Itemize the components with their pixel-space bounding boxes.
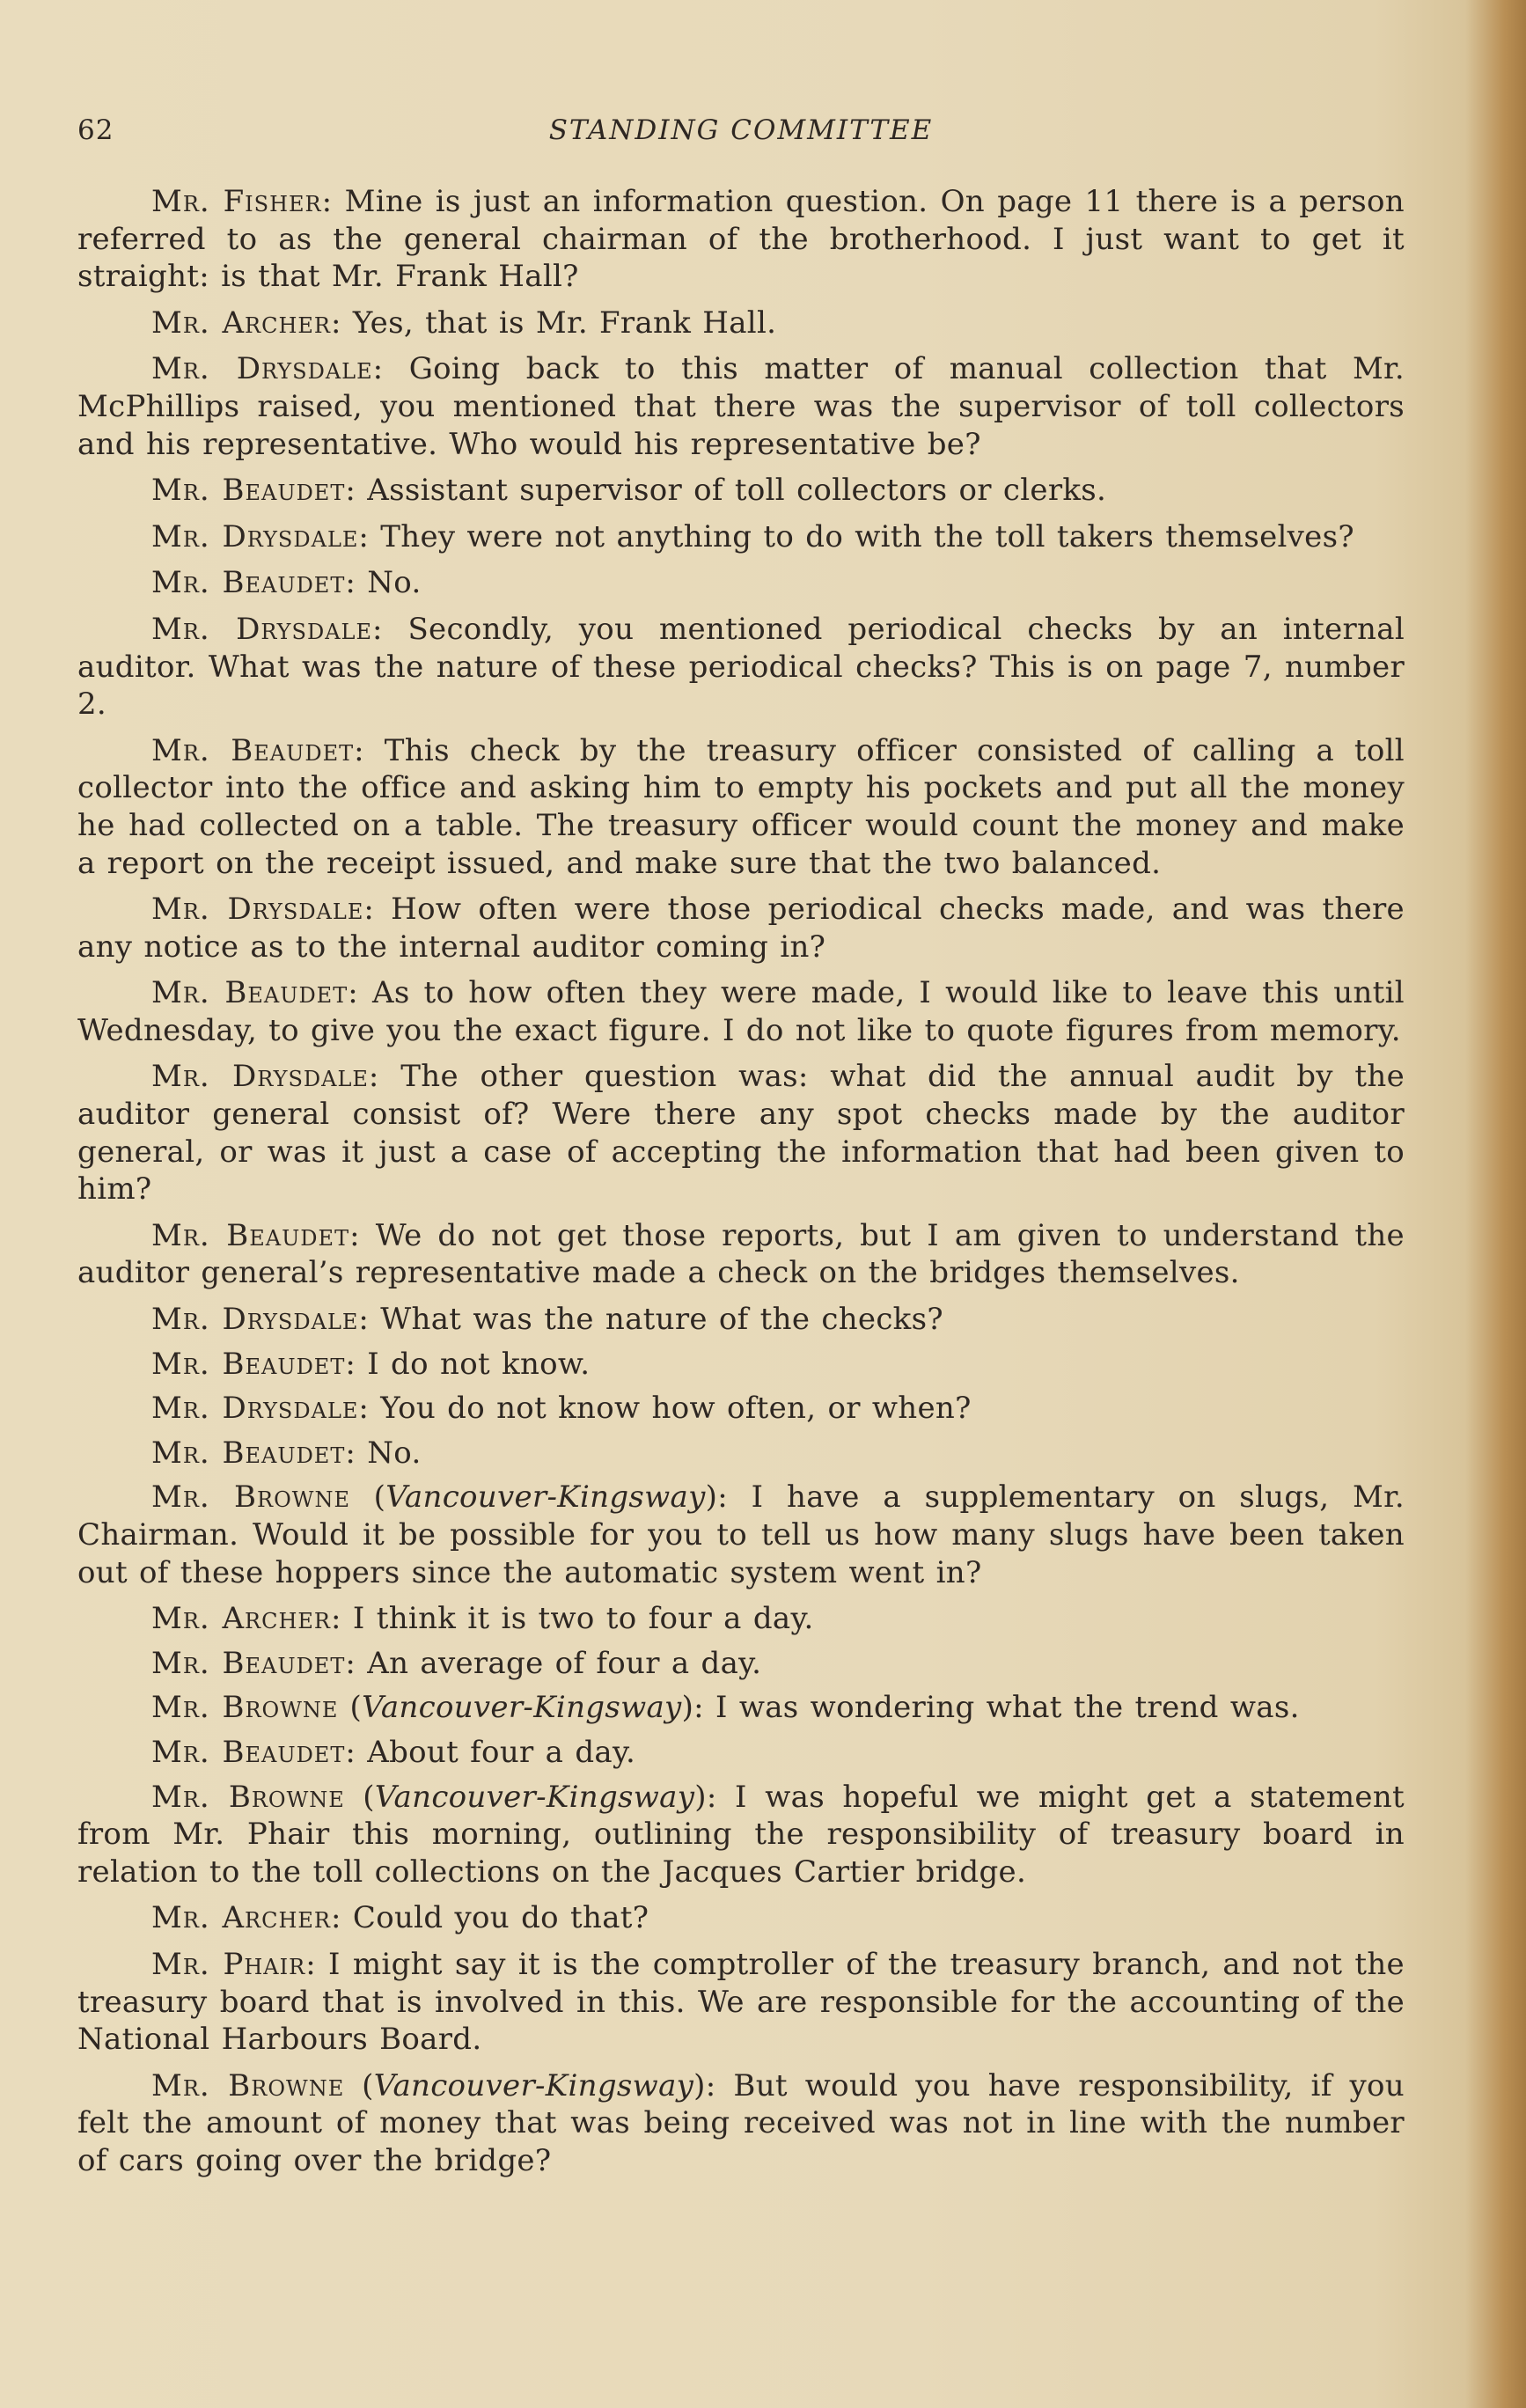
speaker-name: Mr. Browne: [151, 1479, 350, 1516]
speaker-name: Mr. Beaudet: [151, 1645, 346, 1681]
paragraph-text: No.: [367, 565, 422, 601]
paragraph-text: What was the nature of the checks?: [380, 1302, 943, 1338]
speaker-name: Mr. Drysdale: [151, 1391, 359, 1427]
paragraph-text: Could you do that?: [352, 1900, 649, 1936]
speaker-name: Mr. Browne: [151, 1690, 339, 1726]
transcript-paragraph: Mr. Browne (Vancouver-Kingsway): I was hopeful we might get a statement from Mr. Phair this morning, outlining the responsibility of treasury board in relation to the toll collections on the Jacques Cartier bridge.: [77, 1779, 1405, 1890]
transcript-paragraph: Mr. Drysdale: The other question was: what did the annual audit by the auditor general consist of? Were there any spot checks made by the auditor general, or was it just a case of accepting the information that had been given to him?: [77, 1059, 1405, 1208]
transcript-body: [77, 183, 1405, 2189]
transcript-paragraph: Mr. Beaudet: Assistant supervisor of toll collectors or clerks.: [151, 473, 1107, 509]
paragraph-text: Going back to this matter of manual collection that Mr. McPhillips raised, you mentioned that there was the supervisor of toll collectors and his representative. Who would his representative be?: [77, 351, 1405, 462]
riding-name: Vancouver-Kingsway: [385, 1479, 706, 1516]
speaker-name: Mr. Fisher: [151, 184, 322, 219]
speaker-name: Mr. Drysdale: [151, 1059, 369, 1095]
speaker-name: Mr. Beaudet: [151, 1346, 346, 1382]
transcript-paragraph: Mr. Beaudet: As to how often they were made, I would like to leave this until Wednesday, to give you the exact figure. I do not like to quote figures from memory.: [77, 975, 1405, 1048]
speaker-name: Mr. Drysdale: [151, 1302, 359, 1338]
transcript-paragraph: Mr. Archer: Yes, that is Mr. Frank Hall.: [151, 305, 777, 341]
paragraph-text: Mine is just an information question. On page 11 there is a person referred to as the general chairman of the brotherhood. I just want to get it straight: is that Mr. Frank Hall?: [77, 184, 1405, 295]
paragraph-text: I think it is two to four a day.: [352, 1601, 814, 1637]
riding-name: Vancouver-Kingsway: [362, 1690, 682, 1726]
speaker-name: Mr. Beaudet: [151, 975, 348, 1011]
transcript-paragraph: Mr. Archer: Could you do that?: [151, 1900, 649, 1936]
riding-name: Vancouver-Kingsway: [374, 1779, 695, 1815]
paragraph-text: About four a day.: [367, 1734, 636, 1770]
speaker-name: Mr. Archer: [151, 1900, 332, 1936]
paragraph-text: We do not get those reports, but I am given to understand the auditor general’s representative made a check on the bridges themselves.: [77, 1217, 1405, 1291]
page-number: 62: [77, 114, 114, 146]
speaker-name: Mr. Drysdale: [151, 518, 359, 554]
paragraph-text: The other question was: what did the annual audit by the auditor general consist of? Were there any spot checks made by the auditor general, or was it just a case of accepting the information that had been given to him?: [77, 1059, 1405, 1208]
speaker-name: Mr. Archer: [151, 1601, 332, 1637]
transcript-paragraph: Mr. Archer: I think it is two to four a day.: [151, 1601, 814, 1637]
transcript-paragraph: Mr. Beaudet: This check by the treasury officer consisted of calling a toll collector into the office and asking him to empty his pockets and put all the money he had collected on a table. The treasury officer would count the money and make a report on the receipt issued, and make sure that the two balanced.: [77, 732, 1405, 881]
transcript-paragraph: Mr. Drysdale: You do not know how often, or when?: [151, 1391, 972, 1427]
paragraph-text: I might say it is the comptroller of the treasury branch, and not the treasury board that is involved in this. We are responsible for the accounting of the National Harbours Board.: [77, 1946, 1405, 2058]
paragraph-text: They were not anything to do with the toll takers themselves?: [380, 518, 1354, 554]
speaker-name: Mr. Beaudet: [151, 1435, 346, 1471]
paragraph-text: I have a supplementary on slugs, Mr. Chairman. Would it be possible for you to tell us how many slugs have been taken out of these hoppers since the automatic system went in?: [77, 1479, 1405, 1590]
transcript-paragraph: Mr. Beaudet: An average of four a day.: [151, 1645, 762, 1681]
speaker-name: Mr. Drysdale: [151, 892, 364, 928]
speaker-name: Mr. Archer: [151, 305, 332, 341]
speaker-name: Mr. Browne: [151, 2067, 345, 2103]
speaker-name: Mr. Drysdale: [151, 611, 372, 647]
speaker-name: Mr. Beaudet: [151, 1217, 350, 1253]
paragraph-text: As to how often they were made, I would like to leave this until Wednesday, to give you the exact figure. I do not like to quote figures from memory.: [77, 975, 1405, 1048]
transcript-paragraph: Mr. Beaudet: No.: [151, 565, 422, 601]
speaker-name: Mr. Beaudet: [151, 1734, 346, 1770]
transcript-paragraph: Mr. Browne (Vancouver-Kingsway): I have a supplementary on slugs, Mr. Chairman. Would it be possible for you to tell us how many slugs have been taken out of these hoppers since the automatic system went in?: [77, 1479, 1405, 1590]
paragraph-text: I was hopeful we might get a statement from Mr. Phair this morning, outlining the responsibility of treasury board in relation to the toll collections on the Jacques Cartier bridge.: [77, 1779, 1405, 1890]
speaker-name: Mr. Phair: [151, 1946, 306, 1982]
paragraph-text: Assistant supervisor of toll collectors or clerks.: [367, 473, 1107, 509]
page-header: [77, 114, 1405, 153]
speaker-name: Mr. Beaudet: [151, 473, 346, 509]
running-title: STANDING COMMITTEE: [548, 114, 934, 146]
transcript-paragraph: Mr. Beaudet: No.: [151, 1435, 422, 1471]
paragraph-text: Yes, that is Mr. Frank Hall.: [352, 305, 777, 341]
transcript-paragraph: Mr. Fisher: Mine is just an information question. On page 11 there is a person referred to as the general chairman of the brotherhood. I just want to get it straight: is that Mr. Frank Hall?: [77, 184, 1405, 295]
speaker-name: Mr. Browne: [151, 1779, 345, 1815]
transcript-paragraph: Mr. Drysdale: Going back to this matter of manual collection that Mr. McPhillips raised, you mentioned that there was the supervisor of toll collectors and his representative. Who would his representative be?: [77, 351, 1405, 462]
paragraph-text: You do not know how often, or when?: [380, 1391, 972, 1427]
transcript-paragraph: Mr. Drysdale: What was the nature of the checks?: [151, 1302, 943, 1338]
paragraph-text: Secondly, you mentioned periodical checks by an internal auditor. What was the nature of these periodical checks? This is on page 7, number 2.: [77, 611, 1405, 723]
paragraph-text: I do not know.: [367, 1346, 591, 1382]
paragraph-text: I was wondering what the trend was.: [715, 1690, 1300, 1726]
transcript-paragraph: Mr. Browne (Vancouver-Kingsway): But would you have responsibility, if you felt the amount of money that was being received was not in line with the number of cars going over the bridge?: [77, 2067, 1405, 2178]
transcript-paragraph: Mr. Browne (Vancouver-Kingsway): I was wondering what the trend was.: [151, 1690, 1300, 1726]
speaker-name: Mr. Beaudet: [151, 732, 355, 768]
paragraph-text: An average of four a day.: [367, 1645, 762, 1681]
speaker-name: Mr. Drysdale: [151, 351, 373, 387]
paragraph-text: No.: [367, 1435, 422, 1471]
transcript-paragraph: Mr. Drysdale: How often were those periodical checks made, and was there any notice as to the internal auditor coming in?: [77, 892, 1405, 965]
paragraph-text: But would you have responsibility, if you felt the amount of money that was being received was not in line with the number of cars going over the bridge?: [77, 2067, 1405, 2178]
riding-name: Vancouver-Kingsway: [373, 2067, 694, 2103]
paragraph-text: How often were those periodical checks made, and was there any notice as to the internal auditor coming in?: [77, 892, 1405, 965]
transcript-paragraph: Mr. Beaudet: I do not know.: [151, 1346, 591, 1382]
speaker-name: Mr. Beaudet: [151, 565, 346, 601]
transcript-paragraph: Mr. Beaudet: About four a day.: [151, 1734, 636, 1770]
transcript-paragraph: Mr. Beaudet: We do not get those reports, but I am given to understand the auditor general’s representative made a check on the bridges themselves.: [77, 1217, 1405, 1291]
transcript-paragraph: Mr. Drysdale: Secondly, you mentioned periodical checks by an internal auditor. What was the nature of these periodical checks? This is on page 7, number 2.: [77, 611, 1405, 723]
paragraph-text: This check by the treasury officer consisted of calling a toll collector into the office and asking him to empty his pockets and put all the money he had collected on a table. The treasury officer would count the money and make a report on the receipt issued, and make sure that the two balanced.: [77, 732, 1405, 881]
transcript-paragraph: Mr. Phair: I might say it is the comptroller of the treasury branch, and not the treasury board that is involved in this. We are responsible for the accounting of the National Harbours Board.: [77, 1946, 1405, 2058]
transcript-paragraph: Mr. Drysdale: They were not anything to do with the toll takers themselves?: [151, 518, 1354, 554]
